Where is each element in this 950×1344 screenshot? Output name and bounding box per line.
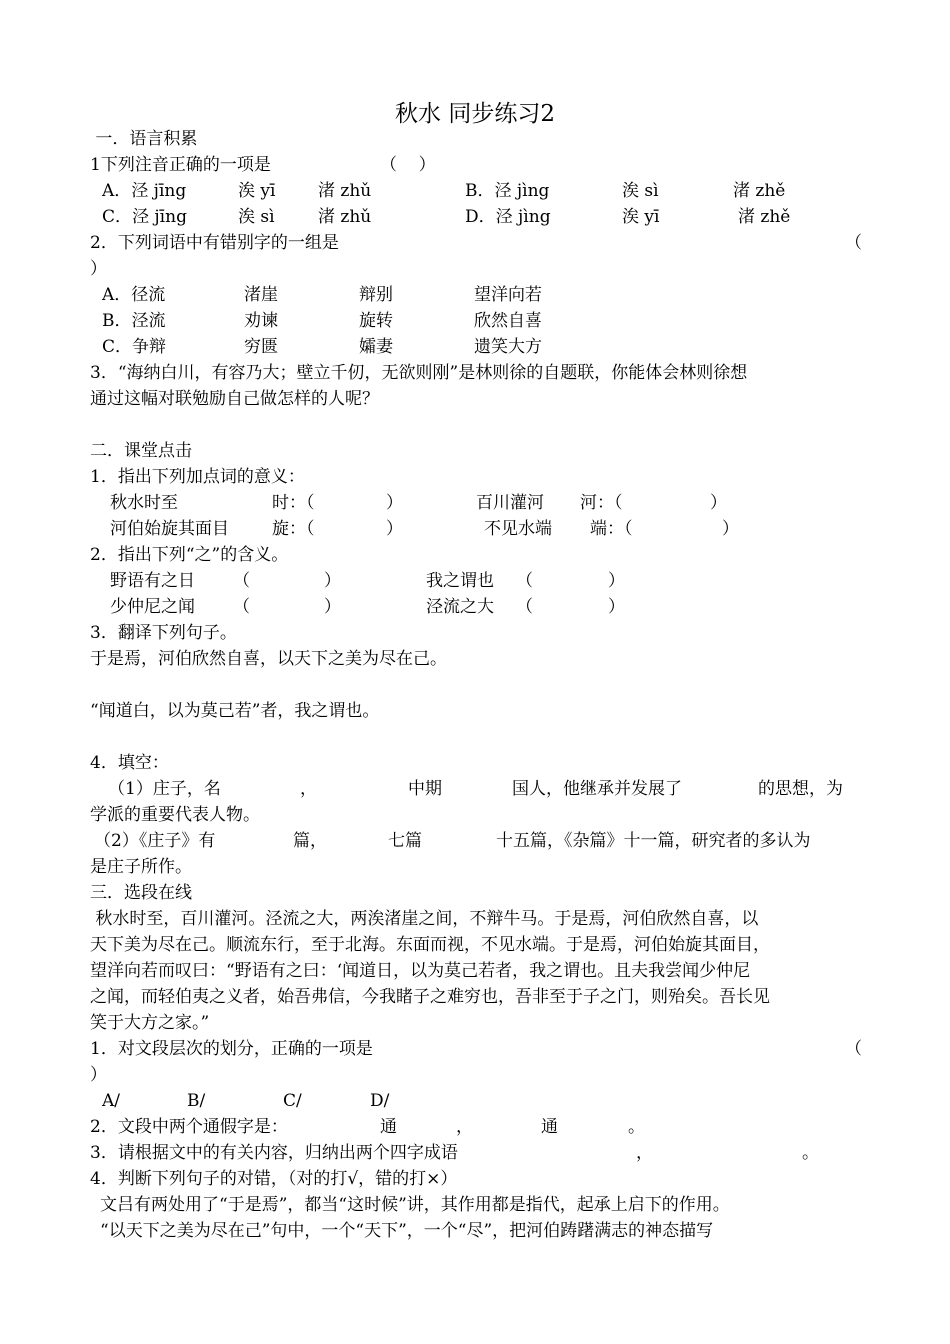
s2-q4-stem: 4．填空：: [90, 753, 169, 773]
section-1-heading: 一．语言积累: [90, 129, 198, 149]
s3-q4-stem: 4．判断下列句子的对错，（对的打√，错的打×）: [90, 1169, 458, 1189]
s2-q1-item: 河：（: [580, 493, 623, 513]
s2-q2-item: （: [233, 597, 250, 617]
s2-q1-item: 旋：（: [272, 519, 315, 539]
s1-q1-option-b-text: 渚 zhě: [733, 181, 786, 201]
s2-q1-item: 秋水时至: [110, 493, 178, 513]
s2-q1-item: 端：（: [590, 519, 633, 539]
passage-line: 笑于大方之家。”: [90, 1013, 210, 1033]
s2-q2-item: ）: [608, 597, 625, 617]
s2-q1-item: 百川灌河: [476, 493, 544, 513]
s3-q2-text: 。: [628, 1117, 645, 1137]
s2-q4-fill-text: 是庄子所作。: [90, 857, 192, 877]
s2-q2-item: ）: [324, 571, 341, 591]
s2-q1-item: ）: [710, 493, 727, 513]
s2-q4-fill-text: ，: [300, 779, 317, 799]
s1-q1-paren: （ ）: [380, 155, 436, 175]
s3-q1-option: A/: [102, 1091, 121, 1111]
s2-q2-item: ）: [324, 597, 341, 617]
s1-q1-stem: 1下列注音正确的一项是: [90, 155, 271, 175]
s2-q2-stem: 2．指出下列“之”的含义。: [90, 545, 289, 565]
s1-q2-option-b-text: 旋转: [359, 311, 393, 331]
section-3-heading: 三．选段在线: [90, 883, 192, 903]
s2-q1-item: 时：（: [272, 493, 315, 513]
s3-q3-text: ，: [636, 1143, 653, 1163]
passage-line: 天下美为尽在己。顺流东行，至于北海。东面而视，不见水端。于是焉，河伯始旋其面目，: [90, 935, 770, 955]
s3-q2-text: 通: [541, 1117, 558, 1137]
s2-q4-fill-text: （2）《庄子》有: [94, 831, 216, 851]
s3-q2-text: 2．文段中两个通假字是：: [90, 1117, 288, 1137]
s2-q1-item: ）: [386, 519, 403, 539]
s1-q1-option-d-text: 涘 yī: [622, 207, 660, 227]
s3-q3-text: 3．请根据文中的有关内容，归纳出两个四字成语: [90, 1143, 458, 1163]
s1-q1-option-a: A．泾 jīng: [102, 181, 187, 201]
s1-q3-line-2: 通过这幅对联勉励自己做怎样的人呢？: [90, 389, 379, 409]
s2-q3-stem: 3．翻译下列句子。: [90, 623, 237, 643]
s2-q2-item: 野语有之日: [110, 571, 195, 591]
s1-q2-option-b-text: 欣然自喜: [474, 311, 542, 331]
s2-q2-item: 泾流之大: [426, 597, 494, 617]
s2-q2-item: （: [516, 597, 533, 617]
passage-line: 之闻，而轻伯夷之义者，始吾弗信，今我睹子之难穷也，吾非至于子之门，则殆矣。吾长见: [90, 987, 770, 1007]
s1-q1-option-d: D．泾 jìng: [465, 207, 551, 227]
s1-q1-option-a-text: 涘 yī: [238, 181, 276, 201]
s2-q4-fill-text: 十五篇，《杂篇》十一篇，研究者的多认为: [496, 831, 811, 851]
s3-q2-text: ，: [456, 1117, 473, 1137]
s1-q1-option-b-text: 涘 sì: [622, 181, 659, 201]
passage-line: 秋水时至，百川灌河。泾流之大，两涘渚崖之间，不辩牛马。于是焉，河伯欣然自喜，以: [90, 909, 759, 929]
s1-q2-option-c-text: 穷匮: [244, 337, 278, 357]
s2-q2-item: ）: [608, 571, 625, 591]
s1-q2-option-b: B．泾流: [102, 311, 166, 331]
s1-q2-option-c: C．争辩: [102, 337, 167, 357]
passage-line: 望洋向若而叹曰：“野语有之曰：‘闻道日，以为莫己若者，我之谓也。且夫我尝闻少仲尼: [90, 961, 751, 981]
s1-q2-stem: 2．下列词语中有错别字的一组是: [90, 233, 339, 253]
s3-q1-option: D/: [370, 1091, 390, 1111]
s2-q2-item: 我之谓也: [426, 571, 494, 591]
s2-q1-item: ）: [386, 493, 403, 513]
s3-q3-text: 。: [802, 1143, 819, 1163]
s2-q1-item: 河伯始旋其面目: [110, 519, 229, 539]
s2-q4-fill-text: 国人，他继承并发展了: [512, 779, 682, 799]
s2-q4-fill-text: 的思想，为: [758, 779, 843, 799]
s1-q2-option-a: A．径流: [102, 285, 166, 305]
s1-q1-option-a-text: 渚 zhǔ: [318, 181, 372, 201]
s1-q2-paren-close: ）: [90, 259, 107, 279]
s2-q4-fill-text: （1）庄子，名: [108, 779, 221, 799]
s3-q4-statement: 文吕有两处用了“于是焉”，都当“这时候”讲，其作用都是指代，起承上启下的作用。: [100, 1195, 730, 1215]
s2-q2-item: 少仲尼之闻: [110, 597, 195, 617]
s1-q2-option-b-text: 劝谏: [244, 311, 278, 331]
s3-q1-paren-close: ）: [90, 1065, 107, 1085]
s3-q1-paren-open: （: [845, 1039, 862, 1059]
s1-q2-paren-open: （: [845, 233, 862, 253]
s1-q1-option-d-text: 渚 zhě: [738, 207, 791, 227]
s1-q2-option-a-text: 望洋向若: [474, 285, 542, 305]
s3-q1-option: B/: [187, 1091, 206, 1111]
s2-q1-item: 不见水端: [484, 519, 552, 539]
s1-q1-option-c-text: 涘 sì: [238, 207, 275, 227]
s1-q2-option-a-text: 辩别: [359, 285, 393, 305]
s1-q2-option-c-text: 孀妻: [359, 337, 393, 357]
section-2-heading: 二．课堂点击: [90, 441, 192, 461]
s3-q1-stem: 1．对文段层次的划分，正确的一项是: [90, 1039, 373, 1059]
s3-q4-statement: “以天下之美为尽在己”句中，一个“天下”，一个“尽”，把河伯踌躇满志的神态描写: [100, 1221, 714, 1241]
s2-q3-sentence-2: “闻道白，以为莫己若”者，我之谓也。: [90, 701, 380, 721]
s2-q3-sentence-1: 于是焉，河伯欣然自喜，以天下之美为尽在己。: [90, 649, 447, 669]
page-title: 秋水 同步练习2: [395, 101, 555, 127]
s2-q4-fill-text: 中期: [408, 779, 442, 799]
s1-q1-option-c-text: 渚 zhǔ: [318, 207, 372, 227]
s1-q3-line-1: 3．“海纳白川，有容乃大；壁立千仞，无欲则刚”是林则徐的自题联，你能体会林则徐想: [90, 363, 748, 383]
s1-q1-option-c: C．泾 jīng: [102, 207, 187, 227]
s2-q1-item: ）: [722, 519, 739, 539]
s2-q2-item: （: [233, 571, 250, 591]
s1-q1-option-b: B．泾 jìng: [465, 181, 550, 201]
s2-q4-fill-text: 七篇: [388, 831, 422, 851]
s2-q4-fill-text: 学派的重要代表人物。: [90, 805, 260, 825]
s2-q4-fill-text: 篇，: [293, 831, 327, 851]
s1-q2-option-a-text: 渚崖: [244, 285, 278, 305]
s2-q2-item: （: [516, 571, 533, 591]
s1-q2-option-c-text: 遗笑大方: [474, 337, 542, 357]
s3-q1-option: C/: [283, 1091, 302, 1111]
s2-q1-stem: 1．指出下列加点词的意义：: [90, 467, 305, 487]
s3-q2-text: 通: [380, 1117, 397, 1137]
